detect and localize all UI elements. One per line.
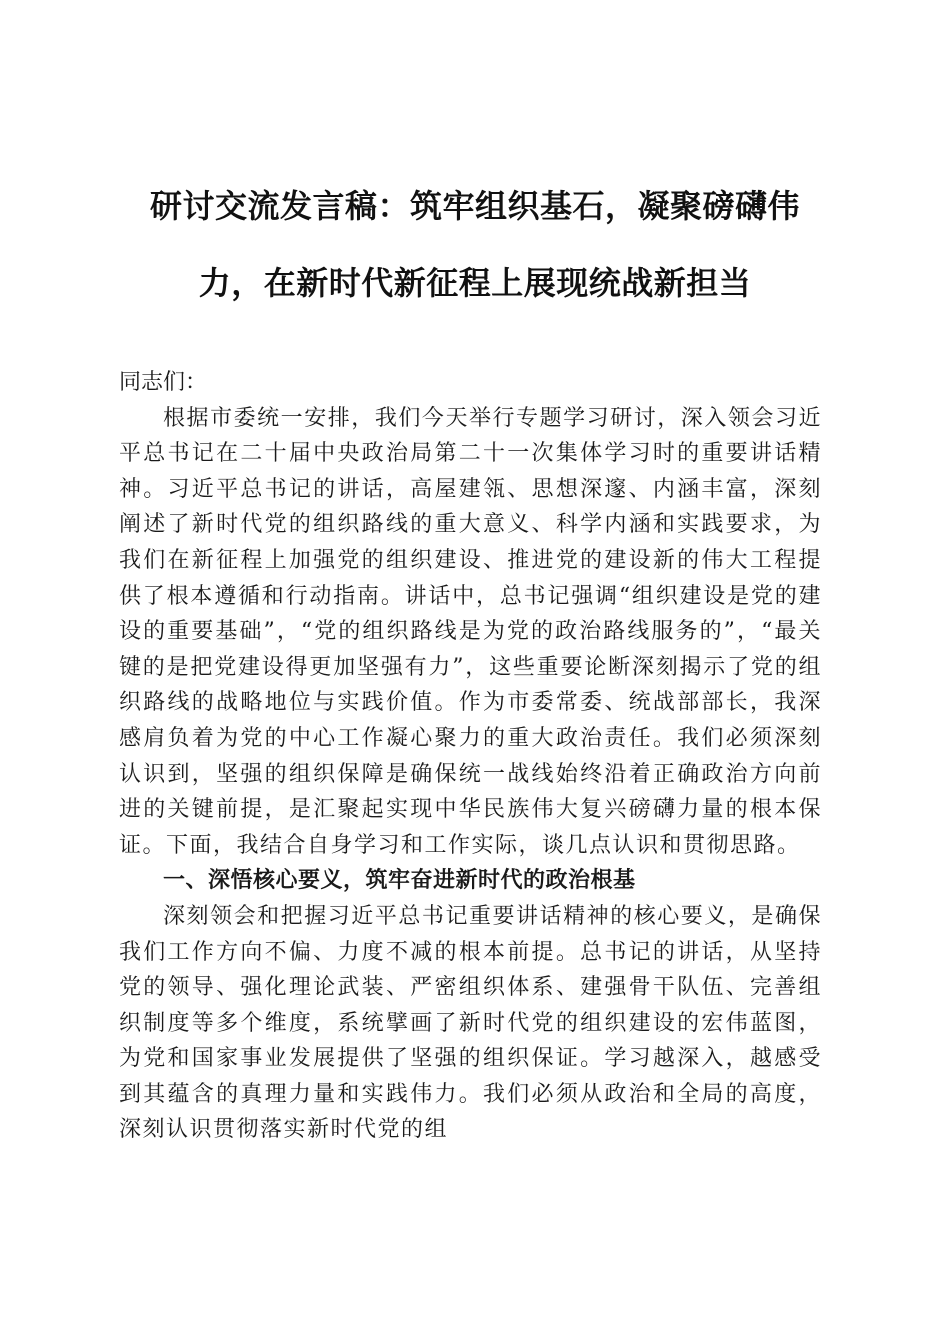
title-line-2: 力，在新时代新征程上展现统战新担当 (198, 264, 752, 302)
document-title (110, 168, 840, 322)
paragraph-section-1: 深刻领会和把握习近平总书记重要讲话精神的核心要义，是确保我们工作方向不偏、力度不减的根本前提。总书记的讲话，从坚持党的领导、强化理论武装、严密组织体系、建强骨干队伍、完善组织制度等多个维度，系统擘画了新时代党的组织建设的宏伟蓝图，为党和国家事业发展提供了坚强的组织保证。学习越深入，越感受到其蕴含的真理力量和实践伟力。我们必须从政治和全局的高度，深刻认识贯彻落实新时代党的组 (119, 903, 822, 1143)
section-heading-1: 一、深悟核心要义，筑牢奋进新时代的政治根基 (163, 868, 636, 894)
title-line-1: 研讨交流发言稿：筑牢组织基石，凝聚磅礴伟 (149, 187, 800, 225)
document-body (119, 365, 822, 1148)
salutation: 同志们： (119, 370, 208, 395)
paragraph-intro: 根据市委统一安排，我们今天举行专题学习研讨，深入领会习近平总书记在二十届中央政治局第二十一次集体学习时的重要讲话精神。习近平总书记的讲话，高屋建瓴、思想深邃、内涵丰富，深刻阐述了新时代党的组织路线的重大意义、科学内涵和实践要求，为我们在新征程上加强党的组织建设、推进党的建设新的伟大工程提供了根本遵循和行动指南。讲话中，总书记强调“组织建设是党的建设的重要基础”，“党的组织路线是为党的政治路线服务的”，“最关键的是把党建设得更加坚强有力”，这些重要论断深刻揭示了党的组织路线的战略地位与实践价值。作为市委常委、统战部部长，我深感肩负着为党的中心工作凝心聚力的重大政治责任。我们必须深刻认识到，坚强的组织保障是确保统一战线始终沿着正确政治方向前进的关键前提，是汇聚起实现中华民族伟大复兴磅礴力量的根本保证。下面，我结合自身学习和工作实际，谈几点认识和贯彻思路。 (119, 405, 822, 858)
